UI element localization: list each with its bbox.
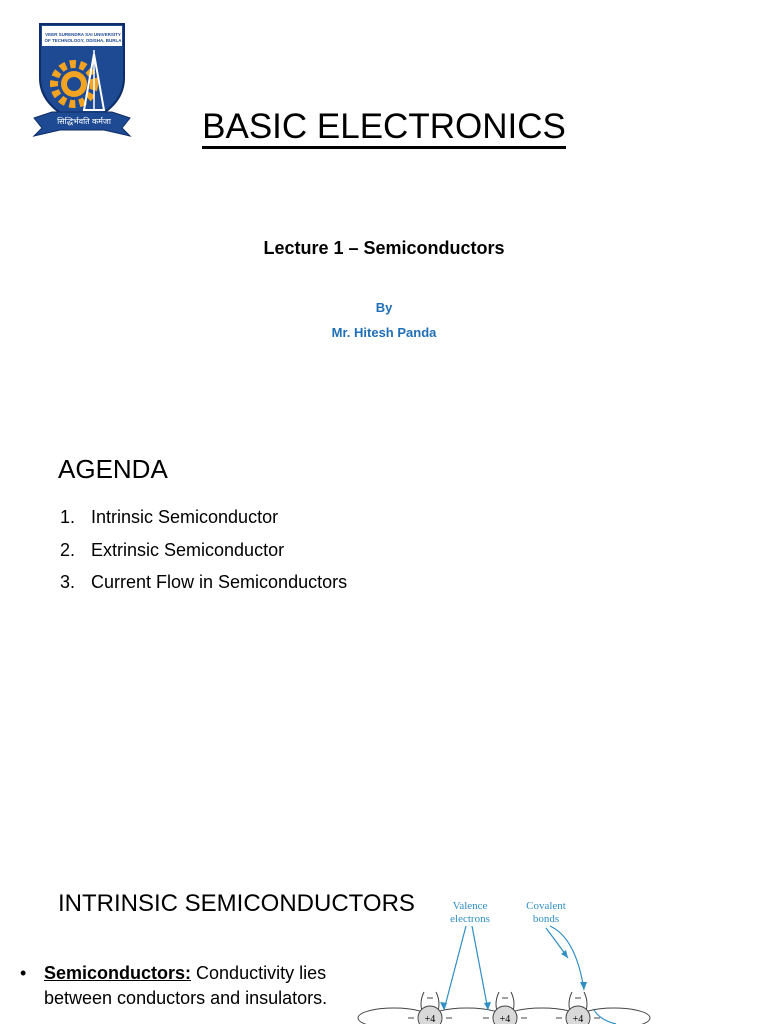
agenda-item xyxy=(60,566,347,599)
agenda-item xyxy=(60,534,347,567)
title-slide xyxy=(0,0,768,430)
logo-motto: सिद्धिर्भवति कर्मजा xyxy=(57,117,111,126)
bullet-text xyxy=(44,961,384,1011)
bullet-icon: • xyxy=(20,963,27,983)
agenda-item-text: Intrinsic Semiconductor xyxy=(91,507,279,527)
agenda-item-number: 3. xyxy=(60,572,76,592)
atom-label: +4 xyxy=(499,1014,511,1024)
agenda-item-number: 2. xyxy=(60,539,76,560)
intrinsic-heading: INTRINSIC SEMICONDUCTORS xyxy=(58,890,415,917)
main-title xyxy=(0,104,768,150)
covalent-label-line2: bonds xyxy=(532,913,560,925)
intrinsic-slide xyxy=(0,860,768,1024)
valence-label-line2: electrons xyxy=(450,913,490,925)
logo-arc-text: VEER SURENDRA SAI UNIVERSITY OF TECHNOLOGY, ODISHA, BURLA xyxy=(44,32,122,43)
main-title-text: BASIC ELECTRONICS xyxy=(202,107,566,149)
bullet-description: Conductivity lies between conductors and insulators. xyxy=(44,963,328,1008)
agenda-heading: AGENDA xyxy=(58,454,168,484)
agenda-item xyxy=(60,501,347,534)
covalent-label-line1: Covalent xyxy=(526,900,566,912)
valence-label-line1: Valence xyxy=(452,900,488,912)
agenda-item-number: 1. xyxy=(60,507,76,527)
agenda-list xyxy=(60,501,347,599)
lecture-title: Lecture 1 – Semiconductors xyxy=(263,238,505,258)
agenda-item-text: Current Flow in Semiconductors xyxy=(91,572,348,592)
agenda-item-text: Extrinsic Semiconductor xyxy=(91,539,285,560)
agenda-slide xyxy=(0,430,768,860)
atom-label: +4 xyxy=(572,1014,584,1024)
bullet-term: Semiconductors: xyxy=(44,963,192,983)
author-name: Mr. Hitesh Panda xyxy=(331,325,437,340)
atom-label: +4 xyxy=(424,1014,436,1024)
by-label: By xyxy=(375,300,393,315)
